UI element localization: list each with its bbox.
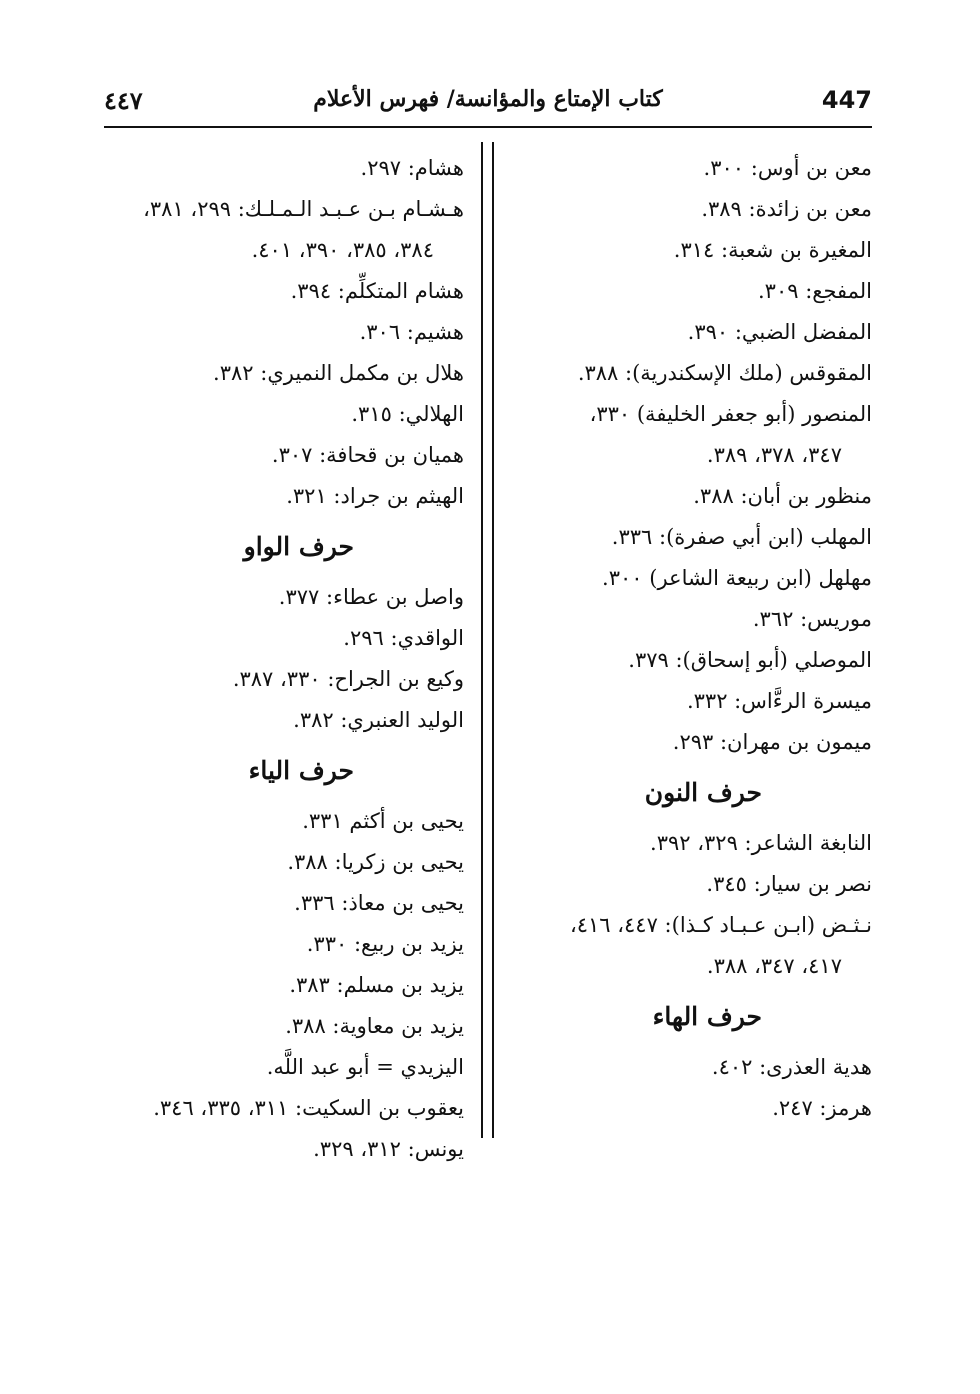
index-entry [502, 640, 872, 681]
index-entry [502, 189, 872, 230]
index-entry-text: معن بن زائدة: ٣٨٩. [701, 197, 872, 221]
index-entry [94, 965, 464, 1006]
index-entry [94, 700, 464, 741]
index-entry-text: الوليد العنبري: ٣٨٢. [293, 708, 464, 732]
header-rule [104, 126, 872, 128]
section-heading: حرف الهاء [652, 1002, 762, 1031]
index-entry-text: واصل بن عطاء: ٣٧٧. [278, 585, 464, 609]
index-entry [502, 148, 872, 189]
index-entry-text: المهلب (ابن أبي صفرة): ٣٣٦. [611, 525, 872, 549]
index-entry-text: منظور بن أبان: ٣٨٨. [693, 484, 872, 508]
index-entry-text: يحيى بن زكريا: ٣٨٨. [287, 850, 464, 874]
index-entry-text: يونس: ٣١٢، ٣٢٩. [313, 1137, 464, 1161]
index-entry [502, 1088, 872, 1129]
index-entry-text: المفضل الضبي: ٣٩٠. [687, 320, 872, 344]
index-entry [94, 659, 464, 700]
index-entry [502, 864, 872, 905]
index-entry-text: ميمون بن مهران: ٢٩٣. [672, 730, 872, 754]
index-entry [94, 148, 464, 189]
index-entry-text: الهيثم بن جراد: ٣٢١. [286, 484, 464, 508]
index-entry-text: المغيرة بن شعبة: ٣١٤. [673, 238, 872, 262]
column-divider-line [481, 142, 483, 1138]
index-entry [502, 905, 872, 987]
index-entry-text: هشيم: ٣٠٦. [359, 320, 464, 344]
index-entry-text: هـشـام بـن عـبـد الـمـلـك: ٢٩٩، ٣٨١، [143, 197, 464, 221]
index-entry [94, 883, 464, 924]
page-number-arabic: ٤٤٧ [104, 86, 143, 115]
index-entry [502, 681, 872, 722]
index-entry-text: هشام المتكلِّم: ٣٩٤. [290, 279, 464, 303]
index-entry [94, 476, 464, 517]
index-entry-text: المنصور (أبو جعفر الخليفة) ٣٣٠، [589, 402, 872, 426]
index-entry [94, 618, 464, 659]
section-heading: حرف الواو [243, 532, 354, 561]
index-entry [94, 1006, 464, 1047]
index-entry [94, 842, 464, 883]
index-entry [94, 1129, 464, 1170]
index-entry-text: المقوقس (ملك الإسكندرية): ٣٨٨. [577, 361, 872, 385]
index-entry-text: هلال بن مكمل النميري: ٣٨٢. [213, 361, 464, 385]
index-entry [502, 353, 872, 394]
index-entry [94, 1047, 464, 1088]
index-entry-text: هرمز: ٢٤٧. [772, 1096, 872, 1120]
index-entry [502, 1047, 872, 1088]
section-heading: حرف النون [644, 778, 762, 807]
index-entry-text: يزيد بن ربيع: ٣٣٠. [306, 932, 464, 956]
index-entry-text: يزيد بن معاوية: ٣٨٨. [285, 1014, 464, 1038]
index-entry [502, 558, 872, 599]
index-entry-text: اليزيدي = أبو عبد اللَّه. [266, 1055, 464, 1079]
index-entry [502, 599, 872, 640]
index-entry-text: يحيى بن أكثم ٣٣١. [302, 809, 464, 833]
index-entry [94, 1088, 464, 1129]
index-entry [94, 577, 464, 618]
index-entry-text: نصر بن سيار: ٣٤٥. [706, 872, 872, 896]
index-entry [502, 517, 872, 558]
index-entry [502, 476, 872, 517]
index-entry [502, 312, 872, 353]
index-column-left [94, 148, 464, 1170]
index-entry [94, 312, 464, 353]
index-entry-text: معن بن أوس: ٣٠٠. [703, 156, 872, 180]
index-entry-text: وكيع بن الجراح: ٣٣٠، ٣٨٧. [232, 667, 464, 691]
index-entry-text: ميسرة الرءَّاس: ٣٣٢. [686, 689, 872, 713]
index-entry [94, 271, 464, 312]
index-entry-text: مهلهل (ابن ربيعة الشاعر) ٣٠٠. [602, 566, 872, 590]
index-column-right [502, 148, 872, 1129]
index-entry-text: النابغة الشاعر: ٣٢٩، ٣٩٢. [650, 831, 872, 855]
page-header [104, 82, 872, 128]
index-entry-text: هدية العذرى: ٤٠٢. [711, 1055, 872, 1079]
index-entry [94, 353, 464, 394]
index-entry-text: يحيى بن معاذ: ٣٣٦. [294, 891, 464, 915]
section-heading: حرف الياء [248, 756, 354, 785]
index-entry-text: الموصلي (أبو إسحاق): ٣٧٩. [628, 648, 872, 672]
index-entry [94, 435, 464, 476]
column-divider-line [492, 142, 494, 1138]
index-entry-text: نـثـض (ابـن عـبـاد كـذا): ٤٤٧، ٤١٦، [569, 913, 872, 937]
index-entry [502, 271, 872, 312]
page-number-latin: 447 [821, 86, 872, 114]
index-entry-text: المفجع: ٣٠٩. [757, 279, 872, 303]
index-entry-continuation: ٣٨٤، ٣٨٥، ٣٩٠، ٤٠١. [251, 238, 434, 262]
running-title: كتاب الإمتاع والمؤانسة/ فهرس الأعلام [313, 86, 663, 112]
index-entry [502, 230, 872, 271]
index-entry-text: الواقدي: ٢٩٦. [343, 626, 464, 650]
index-entry-text: يزيد بن مسلم: ٣٨٣. [289, 973, 464, 997]
index-entry-text: الهلالي: ٣١٥. [351, 402, 464, 426]
index-entry [502, 823, 872, 864]
index-entry [94, 189, 464, 271]
index-entry [502, 394, 872, 476]
index-entry [94, 801, 464, 842]
index-entry-continuation: ٣٤٧، ٣٧٨، ٣٨٩. [706, 443, 842, 467]
index-entry-continuation: ٤١٧، ٣٤٧، ٣٨٨. [706, 954, 842, 978]
index-entry-text: موريس: ٣٦٢. [752, 607, 872, 631]
index-entry [502, 722, 872, 763]
index-entry [94, 394, 464, 435]
index-entry [94, 924, 464, 965]
index-entry-text: يعقوب بن السكيت: ٣١١، ٣٣٥، ٣٤٦. [153, 1096, 464, 1120]
index-entry-text: هشام: ٢٩٧. [360, 156, 464, 180]
index-entry-text: هميان بن قحافة: ٣٠٧. [271, 443, 464, 467]
